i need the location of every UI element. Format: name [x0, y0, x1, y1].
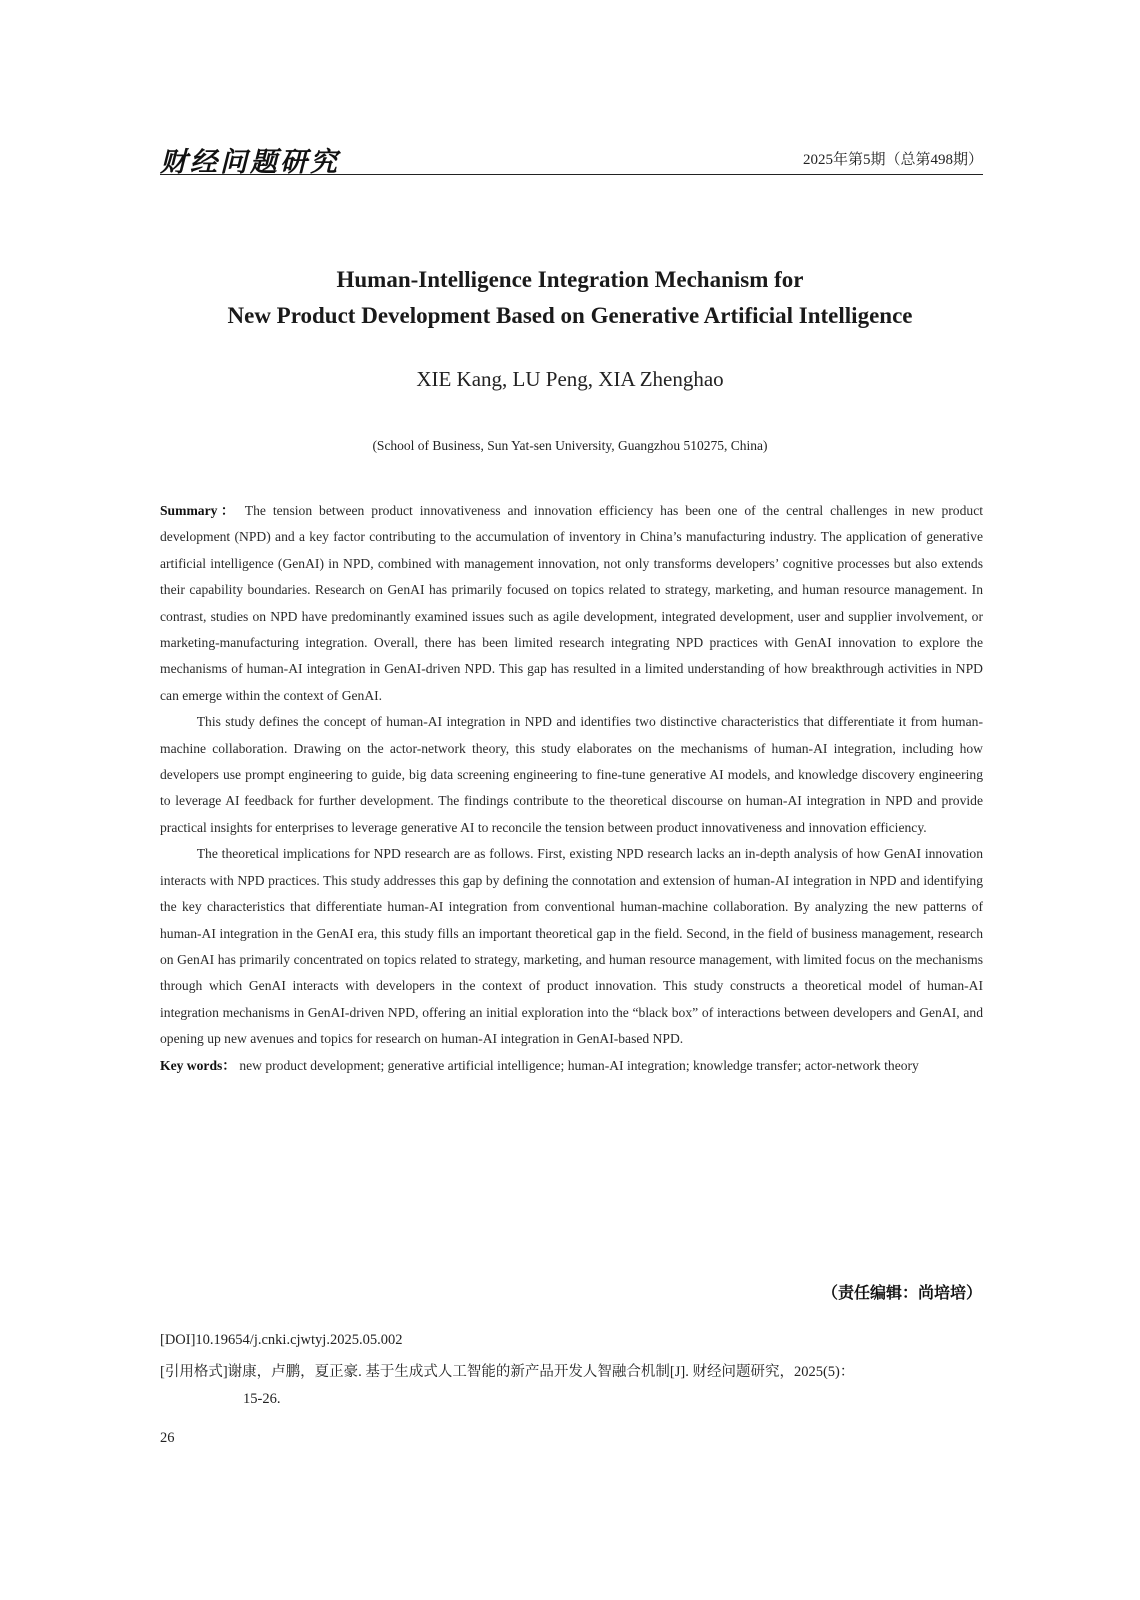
keywords-text: new product development; generative artificial intelligence; human-AI integration; knowledge transfer; actor-network theory: [239, 1057, 919, 1073]
summary-paragraph-2: This study defines the concept of human-AI integration in NPD and identifies two distinctive characteristics that differentiate it from human-machine collaboration. Drawing on the actor-network theory, this study elaborates on the mechanisms of human-AI integration, including how developers use prompt engineering to guide, big data screening engineering to fine-tune generative AI models, and knowledge discovery engineering to leverage AI feedback for further development. The findings contribute to the theoretical discourse on human-AI integration in NPD and provide practical insights for enterprises to leverage generative AI to reconcile the tension between product innovativeness and innovation efficiency.: [160, 714, 983, 835]
affiliation: (School of Business, Sun Yat-sen University, Guangzhou 510275, China): [372, 438, 768, 453]
page-header: [160, 140, 983, 175]
citation-line-2: 15-26.: [243, 1391, 281, 1407]
issue-info: 2025年第5期（总第498期）: [802, 152, 983, 168]
summary-paragraph-3: The theoretical implications for NPD research are as follows. First, existing NPD research lacks an in-depth analysis of how GenAI innovation interacts with NPD practices. This study addresses this gap by defining the connotation and extension of human-AI integration in NPD and identifying the key characteristics that differentiate human-AI integration from conventional human-machine collaboration. By analyzing the new patterns of human-AI integration in the GenAI era, this study fills an important theoretical gap in the field. Second, in the field of business management, research on GenAI has primarily concentrated on topics related to strategy, marketing, and human resource management, with limited focus on the mechanisms through which GenAI interacts with developers in the context of product innovation. This study constructs a theoretical model of human-AI integration mechanisms in GenAI-driven NPD, offering an initial exploration into the “black box” of interactions between developers and GenAI, and opening up new avenues and topics for research on human-AI integration in GenAI-based NPD.: [160, 846, 983, 1047]
summary-text-1: The tension between product innovativeness and innovation efficiency has been one of the central challenges in new product development (NPD) and a key factor contributing to the accumulation of inventory in China’s manufacturing industry. The application of generative artificial intelligence (GenAI) in NPD, combined with management innovation, not only transforms developers’ cognitive processes but also extends their capability boundaries. Research on GenAI has primarily focused on topics related to strategy, marketing, and human resource management. In contrast, studies on NPD have predominantly examined issues such as agile development, integrated development, user and supplier involvement, or marketing-manufacturing integration. Overall, there has been limited research integrating NPD practices with GenAI innovation to explore the mechanisms of human-AI integration in GenAI-driven NPD. This gap has resulted in a limited understanding of how breakthrough activities in NPD can emerge within the context of GenAI.: [160, 503, 984, 703]
summary-label: Summary：: [160, 503, 239, 518]
paper-title: [0, 262, 1140, 334]
title-line-1: Human-Intelligence Integration Mechanism for: [336, 267, 804, 292]
keywords-label: Key words：: [160, 1057, 236, 1073]
page-number: 26: [160, 1430, 175, 1446]
responsible-editor: （责任编辑：尚培培）: [821, 1283, 982, 1302]
citation-format: [160, 1359, 983, 1413]
citation-line-1: [引用格式]谢康，卢鹏，夏正豪. 基于生成式人工智能的新产品开发人智融合机制[J]. 财经问题研究，2025(5)：: [160, 1364, 855, 1380]
journal-logo: 财经问题研究: [160, 147, 340, 177]
authors: XIE Kang, LU Peng, XIA Zhenghao: [416, 367, 724, 391]
doi: [DOI]10.19654/j.cnki.cjwtyj.2025.05.002: [160, 1332, 403, 1348]
title-line-2: New Product Development Based on Generative Artificial Intelligence: [227, 303, 913, 328]
summary-paragraph-1: [160, 498, 983, 709]
keywords-paragraph: [160, 1053, 983, 1079]
abstract-body: [160, 498, 983, 1079]
